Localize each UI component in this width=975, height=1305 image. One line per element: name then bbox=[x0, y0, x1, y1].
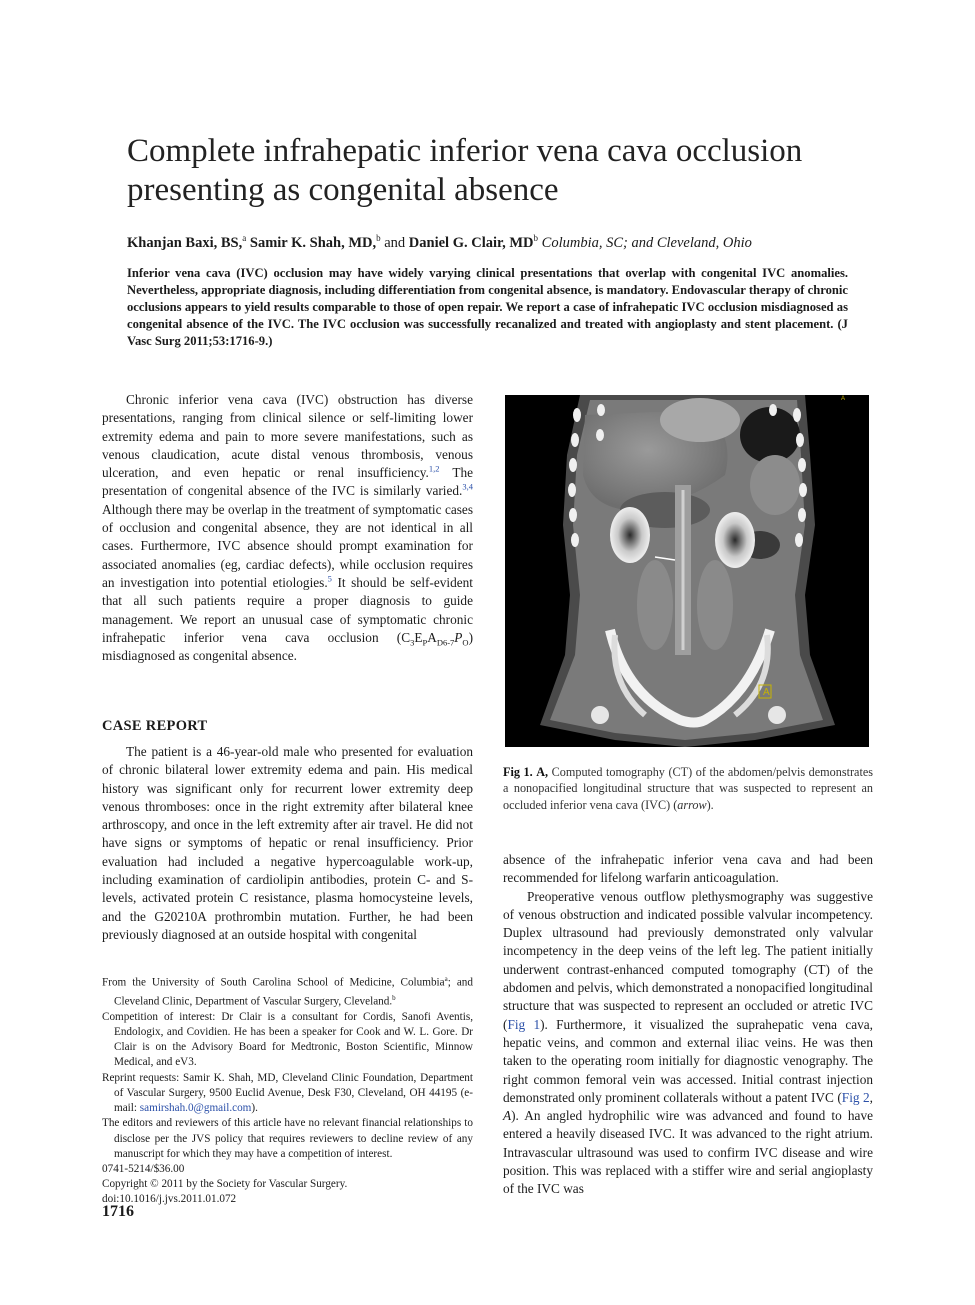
right-column bbox=[503, 851, 873, 1199]
ct-scan-image bbox=[505, 395, 869, 747]
footnote-reprint: Reprint requests: Samir K. Shah, MD, Cleveland Clinic Foundation, Department of Vascular Surgery, 9500 Euclid Avenue, Desk F30, Cleveland, OH 44195 (e-mail: samirshah.0@gmail.com). bbox=[102, 1071, 473, 1115]
abstract: Inferior vena cava (IVC) occlusion may have widely varying clinical presentations that overlap with congenital IVC anomalies. Nevertheless, appropriate diagnosis, including differentiation from congenital absence, is mandatory. Endovascular therapy of chronic occlusions appears to yield results comparable to those of open repair. We report a case of infrahepatic IVC occlusion misdiagnosed as congenital absence of the IVC. The IVC occlusion was successfully recanalized and treated with angioplasty and stent placement. (J Vasc Surg 2011;53:1716-9.) bbox=[127, 266, 848, 348]
ref-link[interactable]: 5 bbox=[327, 573, 332, 584]
case-report-column bbox=[102, 743, 473, 944]
article-title: Complete infrahepatic inferior vena cava occlusion presenting as congenital absence bbox=[127, 133, 803, 208]
author-1: Khanjan Baxi, BS, bbox=[127, 234, 243, 251]
figure-caption: Fig 1. A, Computed tomography (CT) of the abdomen/pelvis demonstrates a nonopacified longitudinal structure that was suspected to represent an occluded inferior vena cava (IVC) (arrow). bbox=[503, 765, 873, 812]
abstract-citation: (J Vasc Surg 2011;53:1716-9.) bbox=[127, 317, 848, 348]
ref-link[interactable]: 3,4 bbox=[462, 482, 473, 493]
right-paragraph-1: absence of the infrahepatic inferior vena cava and had been recommended for lifelong warfarin anticoagulation. bbox=[503, 852, 873, 886]
section-heading-case-report: CASE REPORT bbox=[102, 718, 208, 734]
email-link[interactable]: samirshah.0@gmail.com bbox=[139, 1102, 252, 1115]
figure-orientation-marker: A bbox=[841, 396, 846, 402]
footnote-issn: 0741-5214/$36.00 bbox=[102, 1162, 185, 1175]
ct-figure bbox=[505, 395, 869, 747]
intro-column bbox=[102, 391, 473, 665]
footnote-editors: The editors and reviewers of this article have no relevant financial relationships to disclose per the JVS policy that requires reviewers to decline review of any manuscript for which they may have a competition of interest. bbox=[102, 1117, 473, 1160]
fig1-link[interactable]: Fig 1 bbox=[507, 1016, 541, 1032]
author-line: Khanjan Baxi, BS,$^a$ Samir K. Shah, MD,$^b$ and Daniel G. Clair, $MD^b$ Columbia, SC; and Cleveland, Ohio bbox=[127, 233, 752, 251]
right-paragraph-2: Preoperative venous outflow plethysmography was suggestive of venous obstruction and indicated possible valvular incompetency. Duplex ultrasound had previously demonstrated only valvular incompetency in the deep veins of the left leg. The patient initially underwent contrast-enhanced computed tomography (CT) of the abdomen and pelvis, which demonstrated a nonopacified longitudinal structure that was suspected to represent an occluded or atretic IVC (Fig 1). Furthermore, it visualized the suprahepatic vena cava, hepatic veins, and common and external iliac veins. He was then taken to the operating room initially for diagnostic venography. The right common femoral vein was accessed. Initial contrast injection demonstrated only prominent collaterals without a patent IVC (Fig 2, A). An angled hydrophilic wire was advanced and found to have entered a heavily diseased IVC. It was advanced to the right atrium. Intravascular ultrasound was used to confirm IVC disease and wire position. This was replaced with a stiffer wire and serial angioplasty of the IVC was bbox=[503, 888, 874, 1197]
author-location: Columbia, SC; and Cleveland, Ohio bbox=[541, 234, 752, 251]
page-number: 1716 bbox=[102, 1203, 134, 1220]
intro-paragraph: Chronic inferior vena cava (IVC) obstruction has diverse presentations, ranging from clinical silence or self-limiting lower extremity edema and pain to more severe manifestations, such as venous claudication, acute distal venous thrombosis, venous ulceration, and even hepatic or renal insufficiency.$^{1,2}$ The presentation of congenital absence of the IVC is similarly varied.$^{3,4}$ Although there may be overlap in the treatment of symptomatic cases of occlusion and congenital absence, they are not identical in all cases. Furthermore, IVC absence should prompt examination for associated anomalies (eg, cardiac defects), while occlusion requires an investigation into potential etiologies.$^5$ It should be self-evident that all such patients require a proper diagnosis to guide management. We report an unusual case of symptomatic chronic infrahepatic inferior vena cava occlusion $(C_3E_PA_{D6-7}P_O)$ misdiagnosed as congenital absence. bbox=[102, 392, 474, 664]
footnote-affiliation: From the University of South Carolina School of Medicine, Columbia$^a$; and Cleveland Clinic, Department of Vascular Surgery, Cleveland.$^b$ bbox=[102, 975, 473, 1008]
footnote-coi: Competition of interest: Dr Clair is a consultant for Cordis, Sanofi Aventis, Endologix, and Covidien. He has been a speaker for Cook and W. L. Gore. Dr Clair is on the Advisory Board for Medtronic, Boston Scientific, Minnow Medical, and eV3. bbox=[102, 1010, 473, 1069]
footnote-copyright: Copyright © 2011 by the Society for Vascular Surgery. bbox=[102, 1178, 348, 1191]
author-3: Daniel G. Clair, MD bbox=[408, 234, 534, 251]
author-2: Samir K. Shah, MD, bbox=[249, 234, 377, 251]
ref-link[interactable]: 1,2 bbox=[428, 463, 440, 474]
fig2-link[interactable]: Fig 2 bbox=[841, 1089, 870, 1105]
figure-panel-marker: A bbox=[763, 687, 770, 698]
case-paragraph: The patient is a 46-year-old male who presented for evaluation of chronic bilateral lower extremity edema and pain. His medical history was significant only for recurrent lower extremity deep venous thromboses: once in the right extremity after bilateral knee arthroscopy, and once in the left extremity after air travel. He did not have signs or symptoms of hepatic or renal insufficiency. Prior evaluation had included a negative hypercoagulable work-up, including examination of cardiolipin antibodies, protein C- and S-levels, activated protein C resistance, plasma homocysteine levels, and the G20210A prothrombin mutation. Further, he had been previously diagnosed at an outside hospital with congenital bbox=[102, 744, 473, 942]
footnotes bbox=[102, 972, 473, 1208]
footnote-doi: doi:10.1016/j.jvs.2011.01.072 bbox=[102, 1193, 237, 1206]
